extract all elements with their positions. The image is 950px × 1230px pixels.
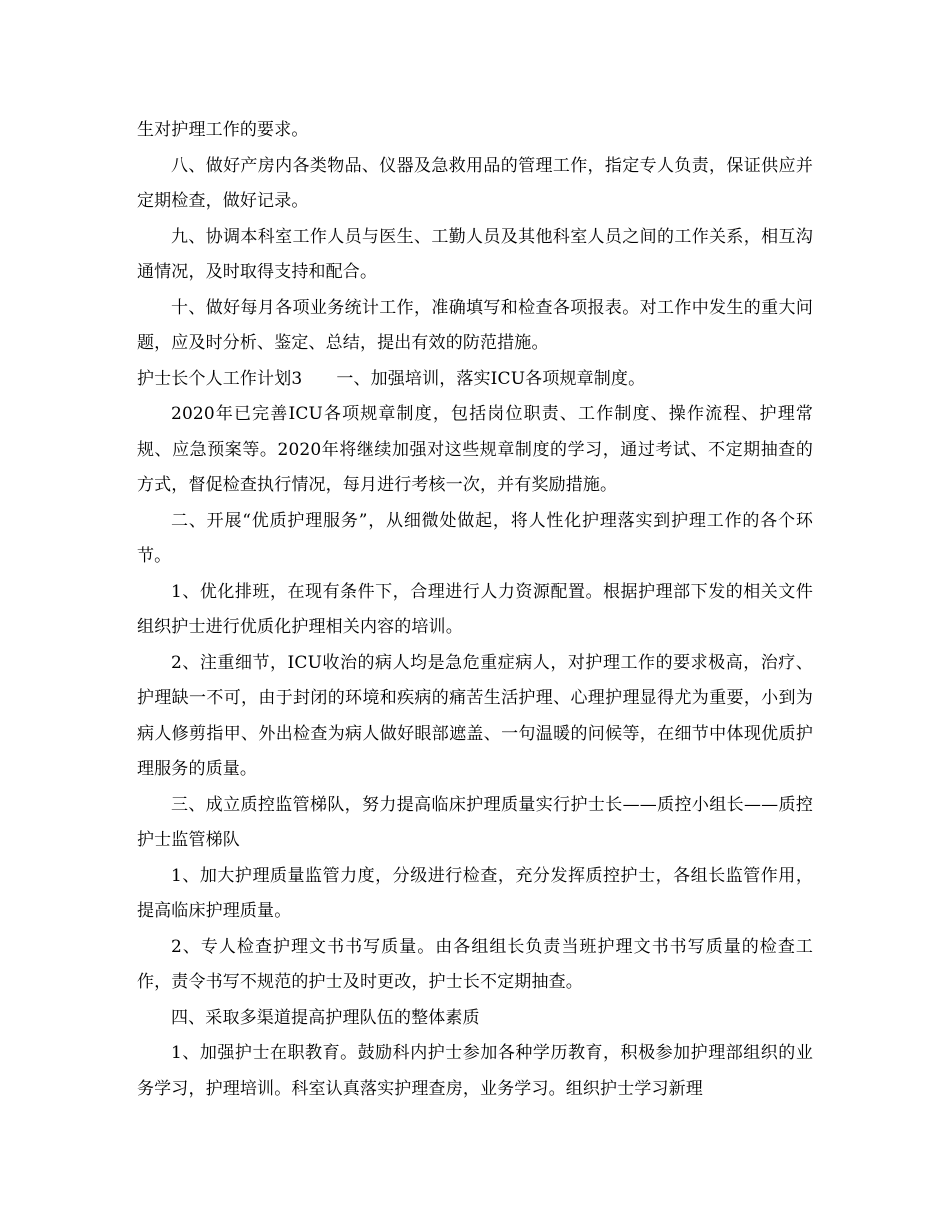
paragraph-item-10: 十、做好每月各项业务统计工作，准确填写和检查各项报表。对工作中发生的重大问题，应及时分析、鉴定、总结，提出有效的防范措施。 — [137, 297, 813, 353]
section-heading — [137, 362, 813, 398]
paragraph-section-3: 三、成立质控监管梯队，努力提高临床护理质量实行护士长——质控小组长——质控护士监管梯队 — [137, 794, 813, 850]
paragraph-continuation: 生对护理工作的要求。 — [137, 120, 309, 140]
paragraph-item-8: 八、做好产房内各类物品、仪器及急救用品的管理工作，指定专人负责，保证供应并定期检查，做好记录。 — [137, 155, 813, 211]
paragraph-3-1: 1、加大护理质量监管力度，分级进行检查，充分发挥质控护士，各组长监管作用，提高临床护理质量。 — [137, 865, 813, 921]
paragraph-section-2: 二、开展“优质护理服务”，从细微处做起，将人性化护理落实到护理工作的各个环节。 — [137, 510, 813, 566]
paragraph-2-2: 2、注重细节，ICU收治的病人均是急危重症病人，对护理工作的要求极高，治疗、护理缺一不可，由于封闭的环境和疾病的痛苦生活护理、心理护理显得尤为重要，小到为病人修剪指甲、外出检查为病人做好眼部遮盖、一句温暖的问候等，在细节中体现优质护理服务的质量。 — [137, 652, 813, 779]
paragraph-section-4: 四、采取多渠道提高护理队伍的整体素质 — [171, 1007, 480, 1028]
paragraph-2-1: 1、优化排班，在现有条件下，合理进行人力资源配置。根据护理部下发的相关文件组织护士进行优质化护理相关内容的培训。 — [137, 581, 813, 637]
document-body — [137, 113, 813, 1107]
section-heading-title: 护士长个人工作计划3 — [137, 368, 303, 389]
section-heading-subtitle: 一、加强培训，落实ICU各项规章制度。 — [336, 368, 646, 389]
paragraph-icu-rules: 2020年已完善ICU各项规章制度，包括岗位职责、工作制度、操作流程、护理常规、应急预案等。2020年将继续加强对这些规章制度的学习，通过考试、不定期抽查的方式，督促检查执行情况，每月进行考核一次，并有奖励措施。 — [137, 404, 813, 495]
paragraph-4-1: 1、加强护士在职教育。鼓励科内护士参加各种学历教育，积极参加护理部组织的业务学习，护理培训。科室认真落实护理查房，业务学习。组织护士学习新理 — [137, 1043, 813, 1099]
paragraph-item-9: 九、协调本科室工作人员与医生、工勤人员及其他科室人员之间的工作关系，相互沟通情况，及时取得支持和配合。 — [137, 226, 813, 282]
paragraph-3-2: 2、专人检查护理文书书写质量。由各组组长负责当班护理文书书写质量的检查工作，责令书写不规范的护士及时更改，护士长不定期抽查。 — [137, 936, 813, 992]
